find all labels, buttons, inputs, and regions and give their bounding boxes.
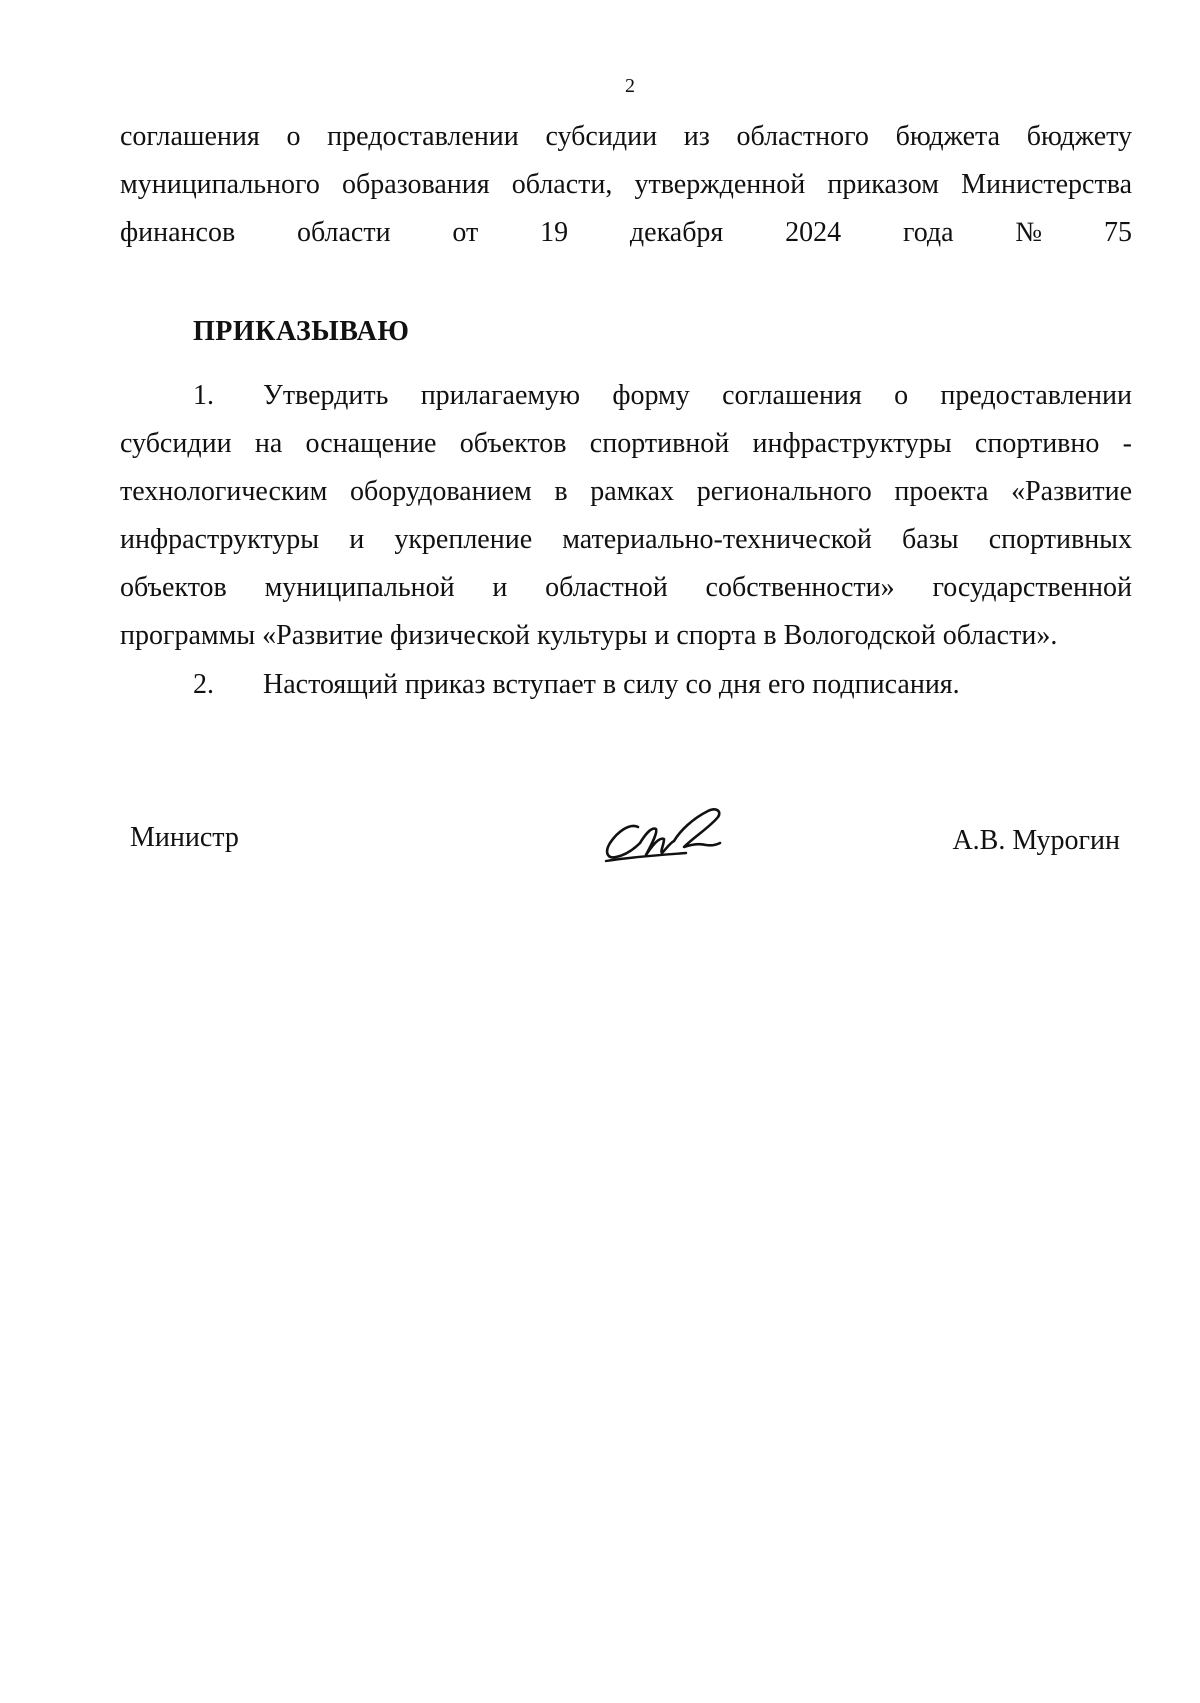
- item-1-line: технологическим оборудованием в рамках регионального проекта «Развитие: [120, 476, 1132, 507]
- signatory-name: А.В. Мурогин: [952, 825, 1120, 856]
- order-heading: ПРИКАЗЫВАЮ: [193, 316, 410, 347]
- item-number: 1.: [193, 380, 214, 411]
- item-1-line: субсидии на оснащение объектов спортивной инфраструктуры спортивно -: [120, 428, 1132, 459]
- item-2-text: Настоящий приказ вступает в силу со дня его подписания.: [263, 669, 960, 700]
- intro-word: финансов: [120, 217, 236, 248]
- signatory-title: Министр: [130, 822, 239, 853]
- item-1-last-line: программы «Развитие физической культуры и спорта в Вологодской области».: [120, 620, 1058, 651]
- item-1-first-line: Утвердить прилагаемую форму соглашения о предоставлении: [263, 380, 1132, 411]
- page-number: 2: [625, 75, 635, 97]
- intro-line-1: соглашения о предоставлении субсидии из областного бюджета бюджету: [120, 121, 1132, 152]
- intro-word: №: [1015, 217, 1043, 248]
- item-1-line: инфраструктуры и укрепление материально-технической базы спортивных: [120, 524, 1132, 555]
- intro-word: 75: [1103, 217, 1132, 248]
- intro-line-3: [120, 216, 1132, 250]
- handwritten-signature: [600, 803, 740, 871]
- item-number: 2.: [193, 669, 214, 700]
- intro-word: 19: [540, 217, 569, 248]
- intro-word: от: [452, 217, 479, 248]
- intro-word: декабря: [629, 217, 724, 248]
- intro-word: года: [902, 217, 954, 248]
- intro-line-2: муниципального образования области, утвержденной приказом Министерства: [120, 169, 1132, 200]
- intro-word: области: [296, 217, 391, 248]
- item-1-line: объектов муниципальной и областной собственности» государственной: [120, 572, 1132, 603]
- intro-word: 2024: [785, 217, 842, 248]
